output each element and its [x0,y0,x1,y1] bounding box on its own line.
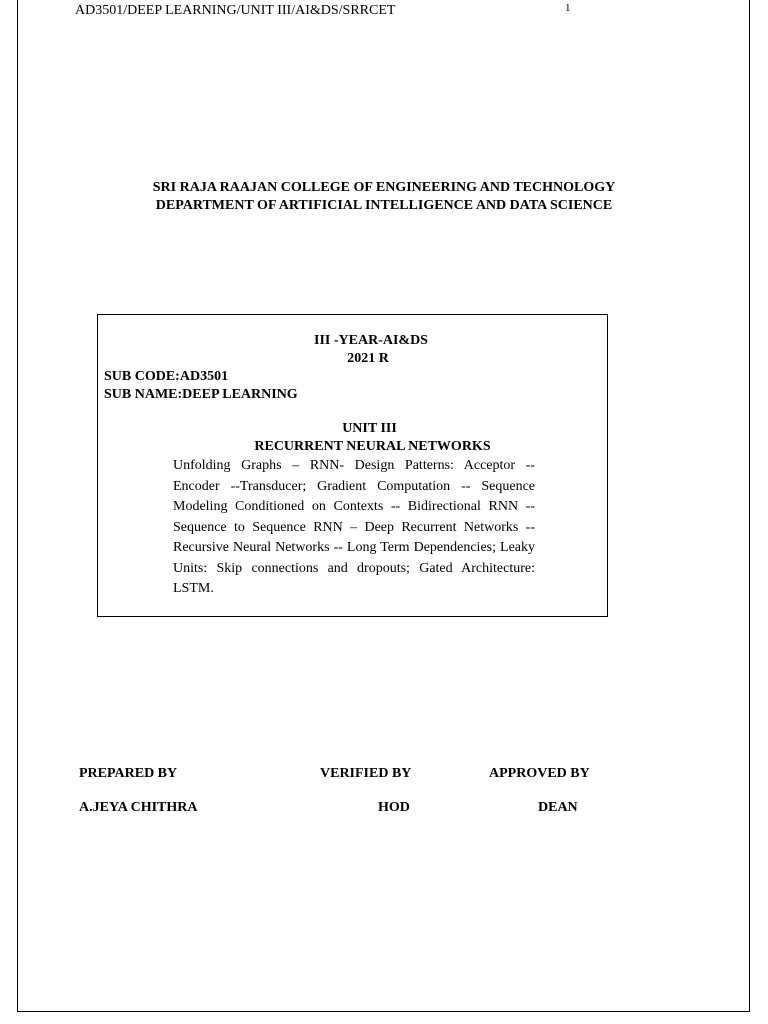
approved-by-label: APPROVED BY [489,766,590,781]
subject-name: SUB NAME:DEEP LEARNING [104,387,298,402]
regulation-label: 2021 R [347,351,389,366]
prepared-by-label: PREPARED BY [79,766,178,781]
syllabus-text: Unfolding Graphs – RNN- Design Patterns: Acceptor -- Encoder --Transducer; Gradient Computation -- Sequence Modeling Conditioned on Contexts -- Bidirectional RNN -- Sequence to Sequence RNN – Deep Recurrent Networks -- Recursive Neural Networks -- Long Term Dependencies; Leaky Units: Skip connections and dropouts; Gated Architecture: LSTM. [173,458,535,596]
college-name: SRI RAJA RAAJAN COLLEGE OF ENGINEERING AND TECHNOLOGY [152,180,616,195]
department-name: DEPARTMENT OF ARTIFICIAL INTELLIGENCE AND DATA SCIENCE [155,198,613,213]
course-info-box [97,314,608,617]
subject-code: SUB CODE:AD3501 [104,369,229,384]
prepared-by-name: A.JEYA CHITHRA [79,800,198,815]
year-label: III -YEAR-AI&DS [314,333,428,348]
unit-title: RECURRENT NEURAL NETWORKS [254,439,491,454]
page-number: 1 [565,2,571,14]
unit-number: UNIT III [342,421,397,436]
running-header: AD3501/DEEP LEARNING/UNIT III/AI&DS/SRRCET [75,3,396,18]
approved-by-name: DEAN [538,800,578,815]
verified-by-label: VERIFIED BY [320,766,412,781]
verified-by-name: HOD [378,800,410,815]
